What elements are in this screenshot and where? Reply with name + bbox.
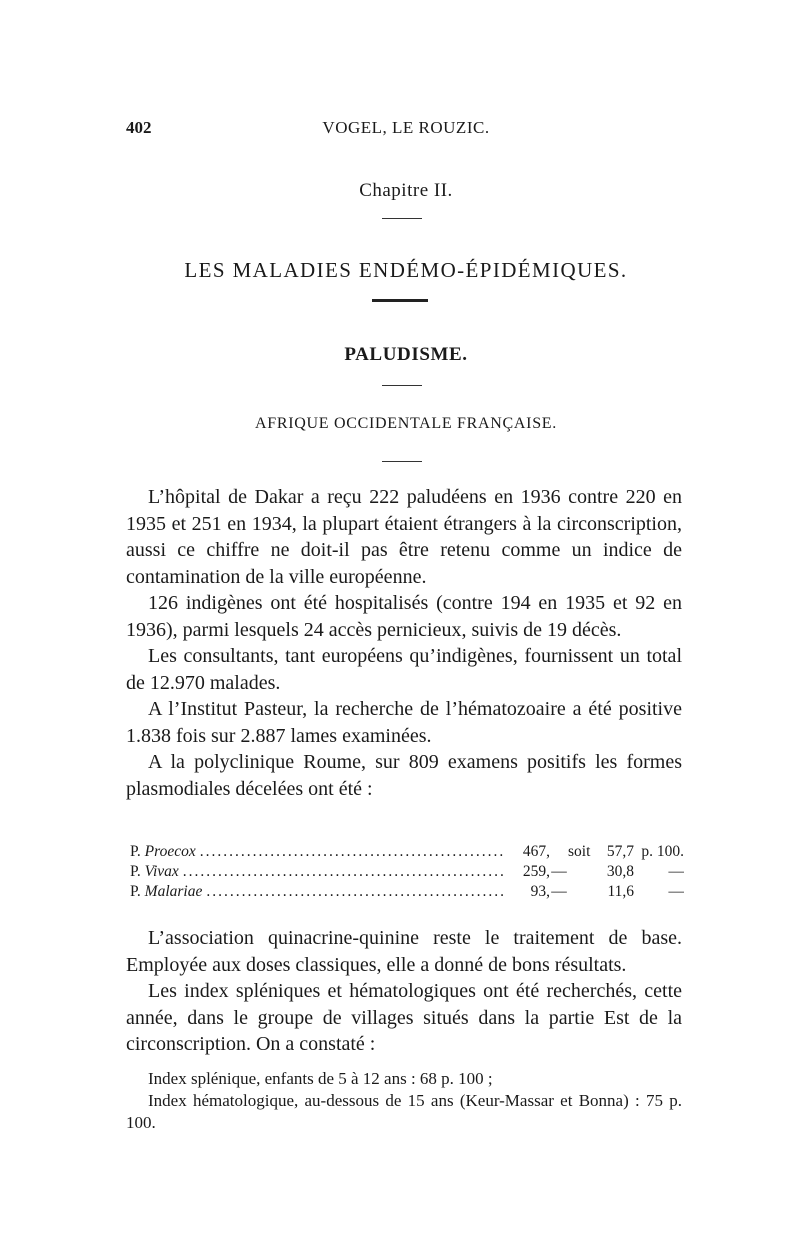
form-unit: — xyxy=(668,883,684,900)
form-unit: p. 100. xyxy=(641,843,684,860)
form-percent: 57,7 xyxy=(606,843,634,860)
form-count: 467, xyxy=(522,843,550,860)
form-name: P. Malariae xyxy=(130,883,203,900)
running-title: VOGEL, LE ROUZIC. xyxy=(322,118,490,137)
form-name: P. Vivax xyxy=(130,863,179,880)
form-sep: — xyxy=(551,883,567,900)
form-percent: 30,8 xyxy=(606,863,634,880)
running-head xyxy=(126,118,686,140)
form-sep: — xyxy=(551,863,567,880)
index-item: Index splénique, enfants de 5 à 12 ans : 68 p. 100 ; xyxy=(148,1069,493,1088)
form-percent: 11,6 xyxy=(607,883,634,900)
divider-rule xyxy=(382,461,422,462)
leader-dots xyxy=(200,842,504,862)
paragraph: A l’Institut Pasteur, la recherche de l’hématozoaire a été positive 1.838 fois sur 2.887 lames examinées. xyxy=(126,698,682,747)
paragraph: A la polyclinique Roume, sur 809 examens positifs les formes plasmodiales décelées ont été : xyxy=(126,751,682,800)
ornament-divider xyxy=(372,299,428,302)
paragraph: L’hôpital de Dakar a reçu 222 paludéens en 1936 contre 220 en 1935 et 251 en 1934, la plupart étaient étrangers à la circonscription, aussi ce chiffre ne doit-il pas être retenu comme un indice de contamination de la ville européenne. xyxy=(126,486,682,588)
paragraph: 126 indigènes ont été hospitalisés (contre 194 en 1935 et 92 en 1936), parmi lesquels 24 accès pernicieux, suivis de 19 décès. xyxy=(126,592,682,641)
page-number: 402 xyxy=(126,118,152,137)
leader-dots xyxy=(206,882,504,902)
body-text-1 xyxy=(126,484,682,802)
paragraph: Les consultants, tant européens qu’indigènes, fournissent un total de 12.970 malades. xyxy=(126,645,682,694)
subsection-title: AFRIQUE OCCIDENTALE FRANÇAISE. xyxy=(255,415,557,432)
form-soit: soit xyxy=(568,843,591,860)
plasmodium-forms-list xyxy=(130,842,684,902)
divider-rule xyxy=(382,385,422,386)
divider-rule xyxy=(382,218,422,219)
paragraph: L’association quinacrine-quinine reste le traitement de base. Employée aux doses classiques, elle a donné de bons résultats. xyxy=(126,927,682,976)
form-name: P. Proecox xyxy=(130,843,196,860)
list-item xyxy=(130,882,684,902)
list-item xyxy=(130,842,684,862)
leader-dots xyxy=(183,862,504,882)
form-count: 259, xyxy=(522,863,550,880)
index-item: Index hématologique, au-dessous de 15 ans (Keur-Massar et Bonna) : 75 p. 100. xyxy=(126,1091,682,1132)
chapter-heading: Chapitre II. xyxy=(359,180,453,201)
main-title: LES MALADIES ENDÉMO-ÉPIDÉMIQUES. xyxy=(184,258,628,282)
body-text-2 xyxy=(126,925,682,1058)
form-unit: — xyxy=(668,863,684,880)
paragraph: Les index spléniques et hématologiques ont été recherchés, cette année, dans le groupe de villages situés dans la partie Est de la circonscription. On a constaté : xyxy=(126,980,682,1055)
indices-list xyxy=(126,1068,682,1134)
section-title: PALUDISME. xyxy=(344,344,468,365)
form-count: 93, xyxy=(530,883,550,900)
list-item xyxy=(130,862,684,882)
